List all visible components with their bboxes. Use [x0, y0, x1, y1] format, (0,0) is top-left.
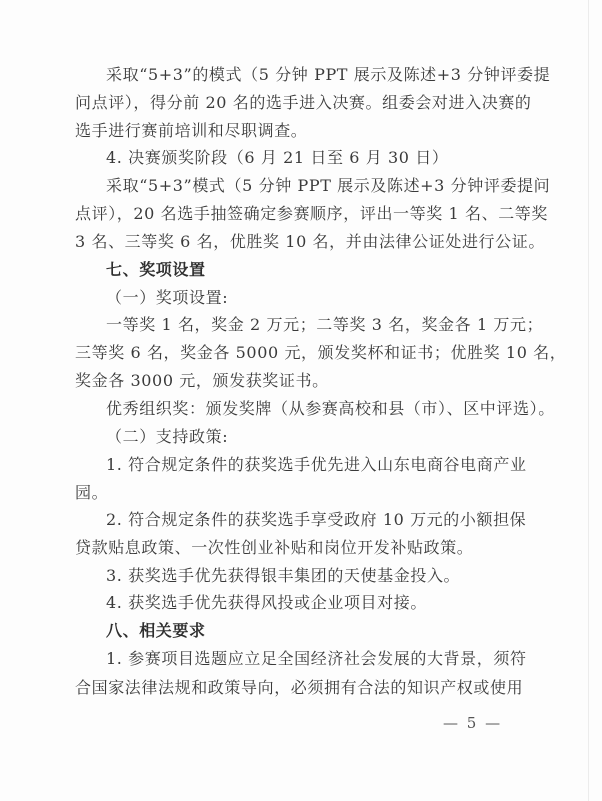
paragraph-line: 一等奖 1 名，奖金 2 万元；二等奖 3 名，奖金各 1 万元； — [106, 315, 544, 334]
paragraph-line: 采取“5+3”模式（5 分钟 PPT 展示及陈述+3 分钟评委提问 — [106, 176, 551, 195]
section-heading-awards: 七、奖项设置 — [106, 260, 206, 279]
paragraph-line: 贷款贴息政策、一次性创业补贴和岗位开发补贴政策。 — [75, 538, 474, 557]
subsection-heading-support-policy: （二）支持政策: — [106, 427, 229, 446]
paragraph-line: 三等奖 6 名，奖金各 5000 元，颁发奖杯和证书；优胜奖 10 名， — [75, 343, 567, 362]
paragraph-line: 合国家法律法规和政策导向，必须拥有合法的知识产权或使用 — [75, 678, 524, 697]
page-number: — 5 — — [443, 714, 503, 732]
paragraph-line: 点评），20 名选手抽签确定参赛顺序，评出一等奖 1 名、二等奖 — [75, 204, 548, 223]
paragraph-line: 问点评），得分前 20 名的选手进入决赛。组委会对进入决赛的 — [75, 93, 532, 112]
subsection-heading-award-settings: （一）奖项设置: — [106, 288, 229, 307]
stage-heading: 4. 决赛颁奖阶段（6 月 21 日至 6 月 30 日） — [106, 148, 449, 167]
page-edge-line — [588, 0, 589, 801]
list-item: 3. 获奖选手优先获得银丰集团的天使基金投入。 — [106, 566, 461, 585]
paragraph-line: 园。 — [75, 483, 109, 502]
paragraph-line: 优秀组织奖：颁发奖牌（从参赛高校和县（市）、区中评选）。 — [106, 399, 555, 418]
paragraph-line: 3 名、三等奖 6 名，优胜奖 10 名，并由法律公证处进行公证。 — [75, 232, 545, 251]
list-item: 1. 符合规定条件的获奖选手优先进入山东电商谷电商产业 — [106, 455, 527, 474]
list-item: 4. 获奖选手优先获得风投或企业项目对接。 — [106, 593, 427, 612]
list-item: 2. 符合规定条件的获奖选手享受政府 10 万元的小额担保 — [106, 510, 527, 529]
paragraph-line: 选手进行赛前培训和尽职调查。 — [75, 121, 308, 140]
paragraph-line: 奖金各 3000 元，颁发获奖证书。 — [75, 371, 329, 390]
list-item: 1. 参赛项目选题应立足全国经济社会发展的大背景，须符 — [106, 649, 527, 668]
paragraph-line: 采取“5+3”的模式（5 分钟 PPT 展示及陈述+3 分钟评委提 — [106, 65, 551, 84]
section-heading-requirements: 八、相关要求 — [106, 621, 206, 640]
